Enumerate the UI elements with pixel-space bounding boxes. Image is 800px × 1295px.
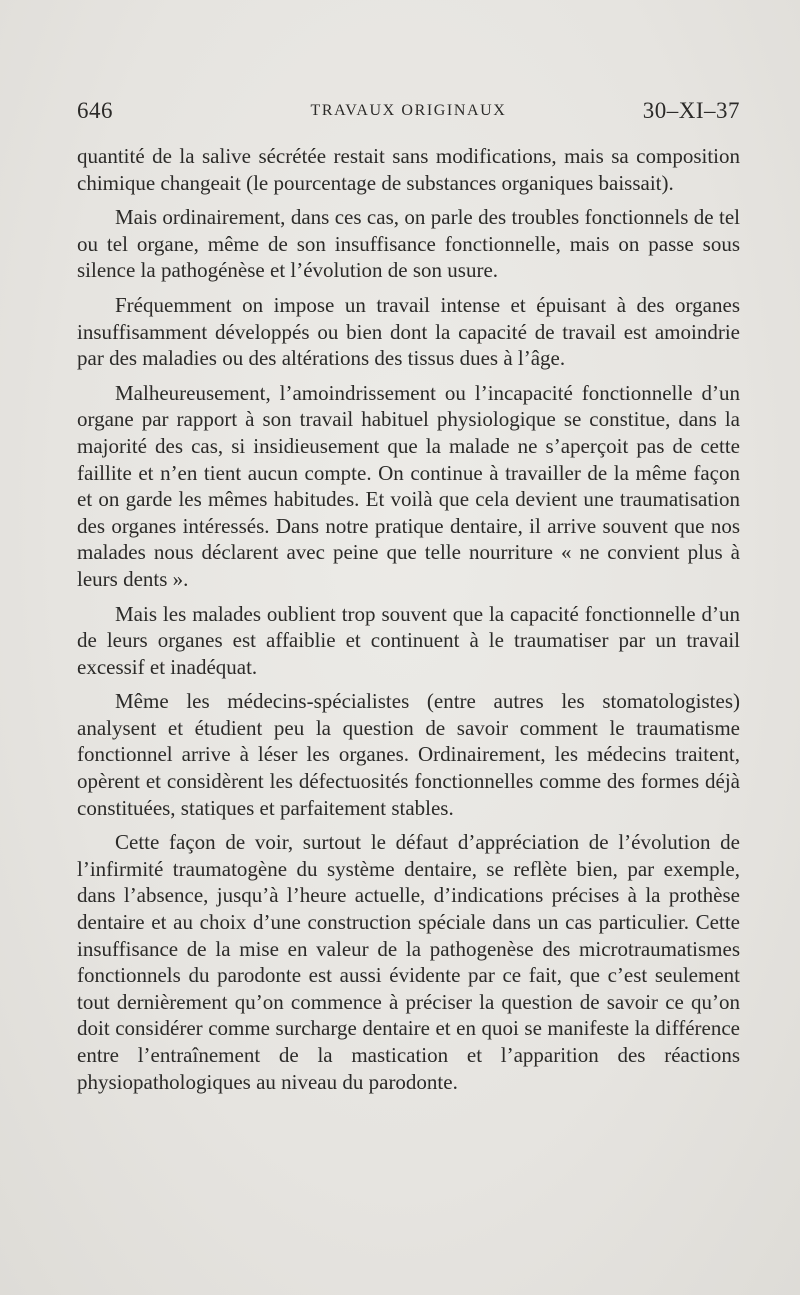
paragraph: Fréquemment on impose un travail intense et épuisant à des organes insuffisamment développés ou bien dont la capacité de travail est amoindrie par des maladies ou des altérations des tissus dues à l’âge. bbox=[77, 292, 740, 371]
page-header bbox=[77, 98, 740, 128]
paragraph: Même les médecins-spécialistes (entre autres les stomatologistes) analysent et étudient peu la question de savoir comment le traumatisme fonctionnel arrive à léser les organes. Ordinairement, les médecins traitent, opèrent et considèrent les défectuosités fonctionnelles comme des formes déjà constituées, statiques et parfaitement stables. bbox=[77, 689, 740, 820]
running-title: TRAVAUX ORIGINAUX bbox=[310, 102, 507, 119]
paragraph: Mais ordinairement, dans ces cas, on parle des troubles fonctionnels de tel ou tel organe, même de son insuffisance fonctionnelle, mais on passe sous silence la pathogénèse et l’évolution de son usure. bbox=[77, 205, 740, 283]
paragraph: quantité de la salive sécrétée restait sans modifications, mais sa composition chimique changeait (le pourcentage de substances organiques baissait). bbox=[77, 144, 740, 195]
page-number: 646 bbox=[77, 98, 113, 123]
header-date: 30–XI–37 bbox=[642, 98, 740, 123]
body-text bbox=[77, 143, 740, 1103]
paragraph: Mais les malades oublient trop souvent que la capacité fonctionnelle d’un de leurs organes est affaiblie et continuent à le traumatiser par un travail excessif et inadéquat. bbox=[77, 601, 740, 679]
paragraph: Cette façon de voir, surtout le défaut d’appréciation de l’évolution de l’infirmité traumatogène du système dentaire, se reflète bien, par exemple, dans l’absence, jusqu’à l’heure actuelle, d’indications précises à la prothèse dentaire et au choix d’une construction spéciale dans un cas particulier. Cette insuffisance de la mise en valeur de la pathogenèse des microtraumatismes fonctionnels du parodonte est aussi évidente par ce fait, que c’est seulement tout dernièrement qu’on commence à préciser la question de savoir ce qu’on doit considérer comme surcharge dentaire et en quoi se manifeste la différence entre l’entraînement de la mastication et l’apparition des réactions physiopathologiques au niveau du parodonte. bbox=[77, 830, 740, 1094]
paragraph: Malheureusement, l’amoindrissement ou l’incapacité fonctionnelle d’un organe par rapport à son travail habituel physiologique se constitue, dans la majorité des cas, si insidieusement que la malade ne s’aperçoit pas de cette faillite et n’en tient aucun compte. On continue à travailler de la même façon et on garde les mêmes habitudes. Et voilà que cela devient une traumatisation des organes intéressés. Dans notre pratique dentaire, il arrive souvent que nos malades nous déclarent avec peine que telle nourriture « ne convient plus à leurs dents ». bbox=[77, 380, 740, 591]
